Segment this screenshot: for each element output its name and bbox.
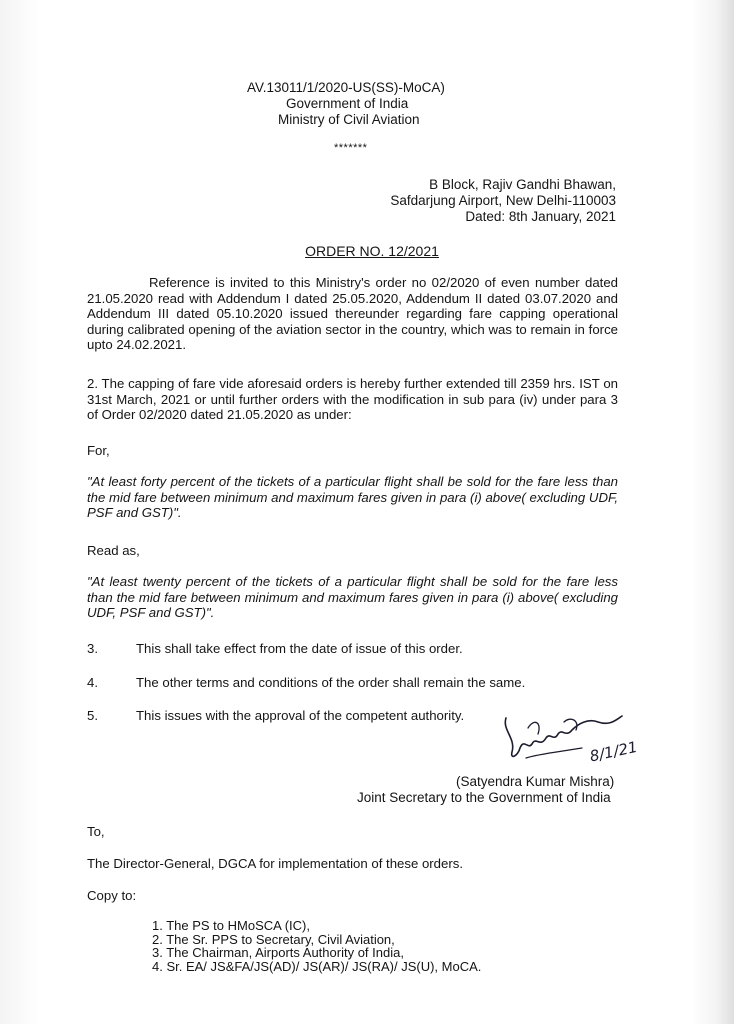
paragraph-1: Reference is invited to this Ministry's order no 02/2020 of even number dated 21.05.2020 read with Addendum I dated 25.05.2020, Addendum II dated 03.07.2020 and Addendum III dated 05.10.2020 issued thereunder regarding fare capping operational during calibrated opening of the aviation sector in the country, which was to remain in force upto 24.02.2021. (87, 275, 618, 352)
point-number: 3. (87, 641, 98, 656)
address-line-2: Safdarjung Airport, New Delhi-110003 (390, 193, 616, 208)
handwritten-signature (498, 708, 648, 776)
point-text: The other terms and conditions of the order shall remain the same. (136, 675, 526, 690)
government-line: Government of India (286, 96, 409, 111)
read-as-quote: "At least twenty percent of the tickets of a particular flight shall be sold for the fare less than the mid fare between minimum and maximum fares given in para (i) above( excluding UDF, PSF and GST)". (87, 574, 618, 620)
copy-list-item: 3. The Chairman, Airports Authority of India, (152, 945, 404, 960)
read-as-label: Read as, (87, 543, 140, 558)
signatory-name: (Satyendra Kumar Mishra) (456, 774, 615, 789)
to-recipient: The Director-General, DGCA for implementation of these orders. (87, 856, 463, 871)
point-number: 5. (87, 708, 98, 723)
copy-list-item: 4. Sr. EA/ JS&FA/JS(AD)/ JS(AR)/ JS(RA)/ JS(U), MoCA. (152, 958, 482, 974)
copy-list-item: 1. The PS to HMoSCA (IC), (152, 918, 310, 933)
order-title: ORDER NO. 12/2021 (305, 243, 439, 259)
ministry-line: Ministry of Civil Aviation (278, 112, 420, 127)
copy-to-label: Copy to: (87, 888, 137, 903)
for-label: For, (87, 443, 110, 458)
page-edge-shadow (716, 0, 734, 1024)
to-label: To, (87, 824, 105, 839)
signature-date: 8/1/21 (588, 737, 640, 766)
point-text: This issues with the approval of the competent authority. (136, 708, 465, 723)
signatory-designation: Joint Secretary to the Government of India (357, 790, 611, 805)
copy-list (152, 919, 481, 973)
copy-list-item: 2. The Sr. PPS to Secretary, Civil Aviation, (152, 931, 395, 947)
point-number: 4. (87, 675, 98, 690)
point-text: This shall take effect from the date of issue of this order. (136, 641, 463, 656)
order-date: Dated: 8th January, 2021 (465, 209, 616, 224)
address-line-1: B Block, Rajiv Gandhi Bhawan, (429, 177, 616, 192)
separator-stars: ******* (334, 142, 368, 154)
for-quote: "At least forty percent of the tickets of a particular flight shall be sold for the fare less than the mid fare between minimum and maximum fares given in para (i) above( excluding UDF, PSF and GST)". (87, 474, 618, 520)
file-number: AV.13011/1/2020-US(SS)-MoCA) (247, 80, 445, 95)
paragraph-2: 2. The capping of fare vide aforesaid orders is hereby further extended till 2359 hrs. IST on 31st March, 2021 or until further orders with the modification in sub para (iv) under para 3 of Order 02/2020 dated 21.05.2020 as under: (87, 376, 618, 422)
